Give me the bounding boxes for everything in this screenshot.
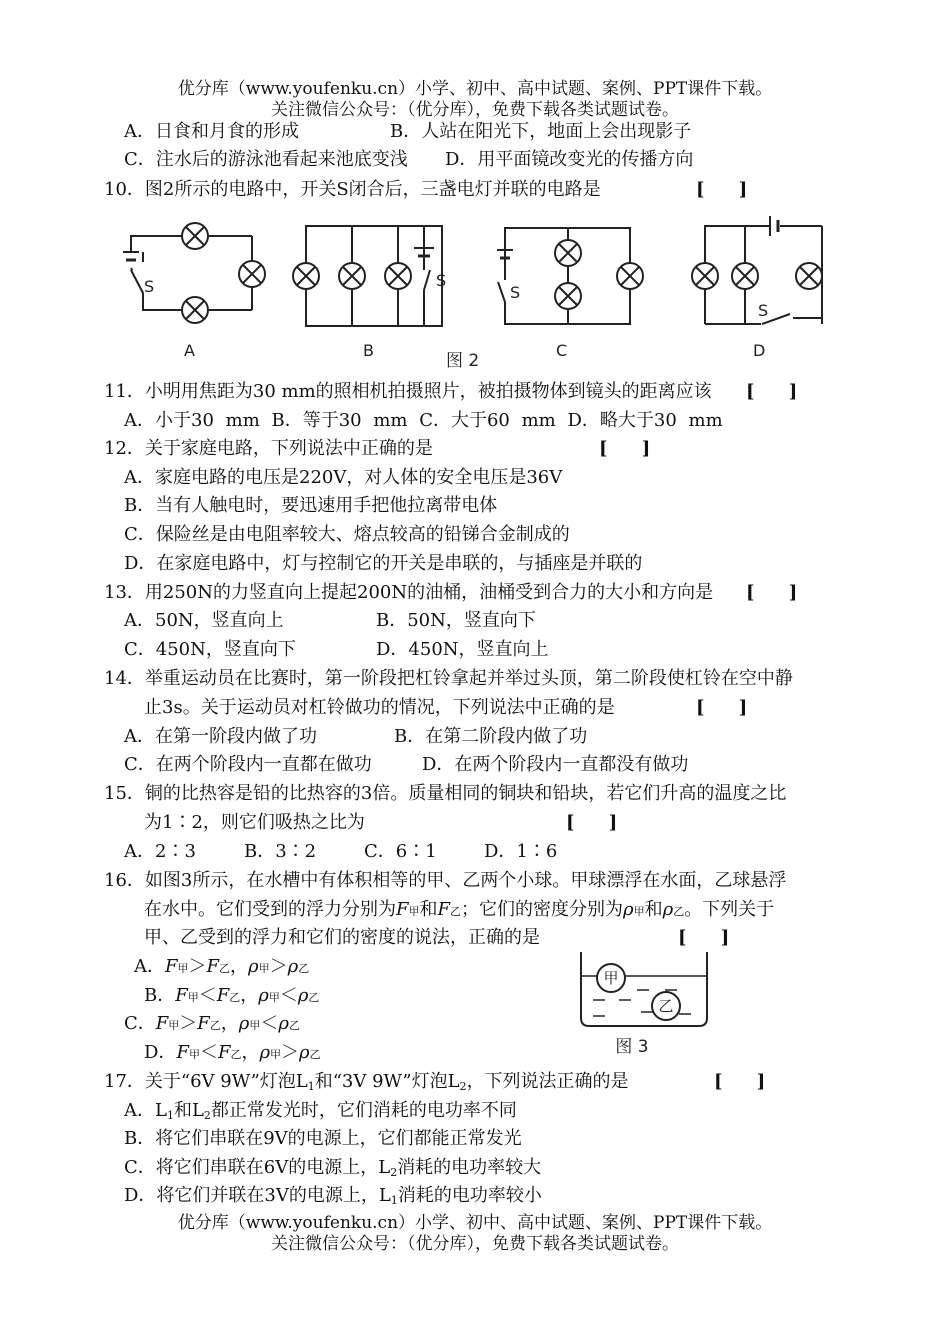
header-line-2: 关注微信公众号：（优分库），免费下载各类试题试卷。 [271,100,679,120]
circuit-label-b: B [363,341,374,360]
footer-line-2: 关注微信公众号：（优分库），免费下载各类试题试卷。 [271,1234,679,1254]
q13-option-c: C．450N，竖直向下 [124,639,296,660]
q16-option-b: B．F甲＜F乙，ρ甲＜ρ乙 [144,985,320,1006]
q14-option-d: D．在两个阶段内一直都没有做功 [422,754,689,775]
q14-stem-2: 止3s。关于运动员对杠铃做功的情况，下列说法中正确的是 [144,697,615,718]
figure-3-title: 图 3 [615,1037,649,1057]
circuit-label-a: A [184,341,195,360]
q13-option-a: A．50N，竖直向上 [124,610,284,631]
q9-option-b: B．人站在阳光下，地面上会出现影子 [390,121,692,142]
q14-stem-1: 14．举重运动员在比赛时，第一阶段把杠铃拿起并举过头顶，第二阶段使杠铃在空中静 [104,668,793,689]
q15-option-a: A．2∶3 [124,841,196,862]
q12-option-d: D．在家庭电路中，灯与控制它的开关是串联的，与插座是并联的 [124,553,643,574]
q9-option-c: C．注水后的游泳池看起来池底变浅 [124,149,408,170]
q15-stem-2: 为1∶2，则它们吸热之比为 [144,812,365,833]
q13-stem: 13．用250N的力竖直向上提起200N的油桶，油桶受到合力的大小和方向是 [104,582,714,603]
switch-label-c: S [510,283,521,302]
circuit-d [692,216,822,324]
q13-option-b: B．50N，竖直向下 [376,610,536,631]
q12-stem: 12．关于家庭电路，下列说法中正确的是 [104,438,433,459]
figure-2-circuits [0,200,950,400]
ball-jia-label: 甲 [603,969,619,987]
circuit-c [497,228,643,324]
q16-bracket: [ ] [678,927,744,948]
q14-bracket: [ ] [696,697,762,718]
circuit-label-d: D [753,341,766,360]
q17-option-d: D．将它们并联在3V的电源上，$L_1$消耗的电功率较小 [124,1185,542,1207]
q12-option-a: A．家庭电路的电压是220V，对人体的安全电压是36V [124,467,563,488]
q12-bracket: [ ] [599,438,665,459]
q11-options: A．小于30 mm B．等于30 mm C．大于60 mm D．略大于30 mm [124,410,723,431]
q15-option-b: B．3∶2 [244,841,317,862]
q15-option-d: D．1∶6 [484,841,558,862]
q11-stem: 11．小明用焦距为30 mm的照相机拍摄照片，被拍摄物体到镜头的距离应该 [104,381,712,402]
q16-option-d: D．F甲＜F乙，ρ甲＞ρ乙 [144,1042,321,1063]
q16-stem-2: 在水中。它们受到的浮力分别为F甲和F乙；它们的密度分别为ρ甲和ρ乙。下列关于 [144,899,775,920]
q13-option-d: D．450N，竖直向上 [376,639,549,660]
q13-bracket: [ ] [746,582,812,603]
q12-option-c: C．保险丝是由电阻率较大、熔点较高的铅锑合金制成的 [124,524,570,545]
q17-option-b: B．将它们串联在9V的电源上，它们都能正常发光 [124,1128,522,1149]
q12-option-b: B．当有人触电时，要迅速用手把他拉离带电体 [124,495,498,516]
q15-bracket: [ ] [566,812,632,833]
switch-label-d: S [758,301,769,320]
switch-label-a: S [144,277,155,296]
q15-stem-1: 15．铜的比热容是铅的比热容的3倍。质量相同的铜块和铅块，若它们升高的温度之比 [104,783,787,804]
figure-3-water-tank [575,948,715,1060]
q17-option-a: A．$L_1$和$L_2$都正常发光时，它们消耗的电功率不同 [124,1100,517,1122]
q10-stem: 10．图2所示的电路中，开关S闭合后，三盏电灯并联的电路是 [104,179,601,200]
q11-bracket: [ ] [746,381,812,402]
q17-option-c: C．将它们串联在6V的电源上，$L_2$消耗的电功率较大 [124,1157,542,1179]
q14-option-a: A．在第一阶段内做了功 [124,726,317,747]
header-line-1: 优分库（www.youfenku.cn）小学、初中、高中试题、案例、PPT课件下载。 [177,79,773,99]
q17-bracket: [ ] [714,1071,780,1092]
q10-bracket: [ ] [696,179,762,200]
switch-label-b: S [436,271,447,290]
footer-line-1: 优分库（www.youfenku.cn）小学、初中、高中试题、案例、PPT课件下载。 [177,1213,773,1233]
q14-option-c: C．在两个阶段内一直都在做功 [124,754,372,775]
q16-stem-3: 甲、乙受到的浮力和它们的密度的说法，正确的是 [144,927,540,948]
q16-stem-1: 16．如图3所示，在水槽中有体积相等的甲、乙两个小球。甲球漂浮在水面，乙球悬浮 [104,870,787,891]
circuit-label-c: C [556,341,568,360]
figure-2-title: 图 2 [446,351,480,371]
q9-option-d: D．用平面镜改变光的传播方向 [445,149,694,170]
ball-yi-label: 乙 [658,997,674,1015]
q14-option-b: B．在第二阶段内做了功 [394,726,588,747]
q17-stem: 17．关于“6V 9W”灯泡$L_1$和“3V 9W”灯泡$L_2$，下列说法正确的是 [104,1071,629,1093]
q16-option-a: A．F甲＞F乙，ρ甲＞ρ乙 [134,956,310,977]
q16-option-c: C．F甲＞F乙，ρ甲＜ρ乙 [124,1013,300,1034]
q9-option-a: A．日食和月食的形成 [124,121,299,142]
q15-option-c: C．6∶1 [364,841,437,862]
